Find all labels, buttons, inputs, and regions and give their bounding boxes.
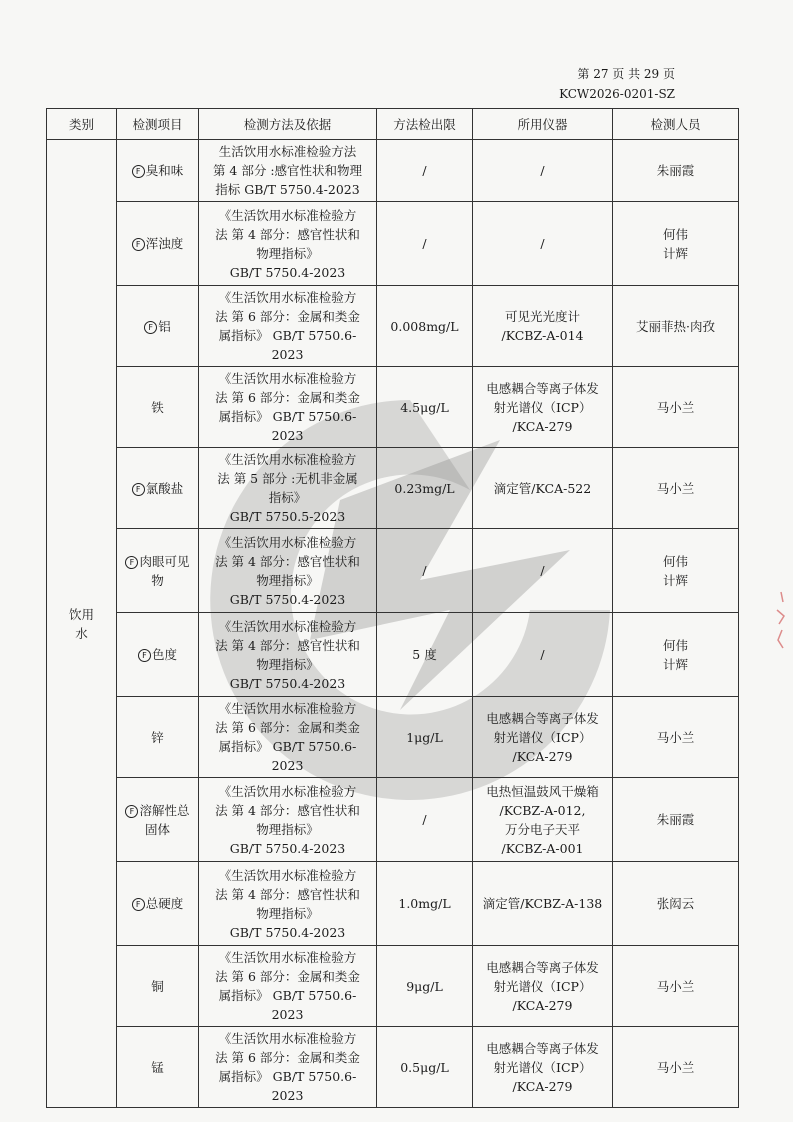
- item-name: 铜: [151, 978, 164, 994]
- method-cell: 《生活饮用水标准检验方 法 第 6 部分：金属和类金 属指标》 GB/T 5750.6-2023: [199, 367, 377, 448]
- item-name: 肉眼可见 物: [139, 553, 190, 588]
- item-name: 铁: [151, 399, 164, 415]
- method-cell: 《生活饮用水标准检验方 法 第 6 部分：金属和类金 属指标》 GB/T 5750.6-2023: [199, 1027, 377, 1108]
- table-row: [47, 1027, 739, 1108]
- inspection-table: [46, 108, 739, 1108]
- instrument-cell: 滴定管/KCA-522: [473, 448, 613, 529]
- method-cell: 《生活饮用水标准检验方 法 第 4 部分：感官性状和 物理指标》 GB/T 5750.4-2023: [199, 778, 377, 862]
- limit-cell: /: [377, 529, 473, 613]
- item-cell: [117, 448, 199, 529]
- limit-cell: 9μg/L: [377, 946, 473, 1027]
- method-cell: 生活饮用水标准检验方法 第 4 部分 :感官性状和物理 指标 GB/T 5750.4-2023: [199, 140, 377, 202]
- table-row: [47, 529, 739, 613]
- limit-cell: 0.008mg/L: [377, 286, 473, 367]
- instrument-cell: 电感耦合等离子体发 射光谱仪（ICP） /KCA-279: [473, 946, 613, 1027]
- limit-cell: 5 度: [377, 613, 473, 697]
- method-cell: 《生活饮用水标准检验方 法 第 6 部分：金属和类金 属指标》 GB/T 5750.6-2023: [199, 286, 377, 367]
- item-name: 溶解性总 固体: [139, 802, 190, 837]
- method-cell: 《生活饮用水标准检验方 法 第 6 部分：金属和类金 属指标》 GB/T 5750.6-2023: [199, 697, 377, 778]
- item-cell: [117, 140, 199, 202]
- personnel-cell: 朱丽霞: [613, 140, 739, 202]
- table-row: [47, 862, 739, 946]
- instrument-cell: /: [473, 140, 613, 202]
- method-cell: 《生活饮用水标准检验方 法 第 4 部分：感官性状和 物理指标》 GB/T 5750.4-2023: [199, 862, 377, 946]
- personnel-cell: 马小兰: [613, 946, 739, 1027]
- f-mark-icon: F: [132, 483, 145, 496]
- personnel-cell: 马小兰: [613, 697, 739, 778]
- instrument-cell: 电感耦合等离子体发 射光谱仪（ICP） /KCA-279: [473, 697, 613, 778]
- f-mark-icon: F: [132, 898, 145, 911]
- limit-cell: 1.0mg/L: [377, 862, 473, 946]
- limit-cell: 0.5μg/L: [377, 1027, 473, 1108]
- edge-stamp-fragment: [773, 590, 787, 650]
- category-cell: 饮用 水: [47, 140, 117, 1108]
- item-name: 色度: [151, 647, 177, 662]
- limit-cell: /: [377, 202, 473, 286]
- personnel-cell: 马小兰: [613, 1027, 739, 1108]
- column-header-method: 检测方法及依据: [199, 109, 377, 140]
- table-row: [47, 140, 739, 202]
- item-name: 铝: [158, 318, 171, 334]
- table-row: [47, 697, 739, 778]
- f-mark-icon: F: [125, 805, 138, 818]
- item-name: 锌: [151, 729, 164, 745]
- f-mark-icon: F: [125, 556, 138, 569]
- f-mark-icon: F: [132, 238, 145, 251]
- item-cell: [117, 202, 199, 286]
- method-cell: 《生活饮用水标准检验方 法 第 4 部分：感官性状和 物理指标》 GB/T 5750.4-2023: [199, 202, 377, 286]
- table-row: [47, 613, 739, 697]
- instrument-cell: 电感耦合等离子体发 射光谱仪（ICP） /KCA-279: [473, 1027, 613, 1108]
- item-cell: [117, 697, 199, 778]
- f-mark-icon: F: [132, 165, 145, 178]
- item-cell: [117, 286, 199, 367]
- item-name: 臭和味: [145, 163, 184, 178]
- table-header-row: [47, 109, 739, 140]
- personnel-cell: 艾丽菲热·肉孜: [613, 286, 739, 367]
- item-cell: [117, 1027, 199, 1108]
- item-name: 锰: [151, 1059, 164, 1075]
- column-header-category: 类别: [47, 109, 117, 140]
- instrument-cell: /: [473, 202, 613, 286]
- item-cell: [117, 778, 199, 862]
- column-header-item: 检测项目: [117, 109, 199, 140]
- personnel-cell: 何伟 计辉: [613, 529, 739, 613]
- table-row: [47, 286, 739, 367]
- item-cell: [117, 862, 199, 946]
- page-header: [559, 64, 675, 104]
- method-cell: 《生活饮用水标准检验方 法 第 4 部分：感官性状和 物理指标》 GB/T 5750.4-2023: [199, 529, 377, 613]
- report-number: KCW2026-0201-SZ: [559, 87, 675, 101]
- method-cell: 《生活饮用水标准检验方 法 第 4 部分：感官性状和 物理指标》 GB/T 5750.4-2023: [199, 613, 377, 697]
- column-header-limit: 方法检出限: [377, 109, 473, 140]
- personnel-cell: 何伟 计辉: [613, 202, 739, 286]
- item-cell: [117, 367, 199, 448]
- table-row: [47, 367, 739, 448]
- f-mark-icon: F: [138, 649, 151, 662]
- limit-cell: 1μg/L: [377, 697, 473, 778]
- limit-cell: /: [377, 778, 473, 862]
- table-row: [47, 778, 739, 862]
- column-header-instrument: 所用仪器: [473, 109, 613, 140]
- item-name: 总硬度: [145, 896, 184, 911]
- instrument-cell: 电热恒温鼓风干燥箱 /KCBZ-A-012, 万分电子天平 /KCBZ-A-001: [473, 778, 613, 862]
- personnel-cell: 马小兰: [613, 448, 739, 529]
- item-name: 浑浊度: [145, 236, 184, 251]
- personnel-cell: 何伟 计辉: [613, 613, 739, 697]
- f-mark-icon: F: [144, 321, 157, 334]
- instrument-cell: /: [473, 529, 613, 613]
- personnel-cell: 张闳云: [613, 862, 739, 946]
- table-row: [47, 448, 739, 529]
- table-row: [47, 946, 739, 1027]
- method-cell: 《生活饮用水标准检验方 法 第 5 部分 :无机非金属 指标》 GB/T 5750.5-2023: [199, 448, 377, 529]
- personnel-cell: 朱丽霞: [613, 778, 739, 862]
- instrument-cell: /: [473, 613, 613, 697]
- item-cell: [117, 946, 199, 1027]
- limit-cell: 4.5μg/L: [377, 367, 473, 448]
- instrument-cell: 电感耦合等离子体发 射光谱仪（ICP） /KCA-279: [473, 367, 613, 448]
- personnel-cell: 马小兰: [613, 367, 739, 448]
- limit-cell: /: [377, 140, 473, 202]
- item-cell: [117, 613, 199, 697]
- method-cell: 《生活饮用水标准检验方 法 第 6 部分：金属和类金 属指标》 GB/T 5750.6-2023: [199, 946, 377, 1027]
- page-info: 第 27 页 共 29 页: [577, 67, 675, 81]
- limit-cell: 0.23mg/L: [377, 448, 473, 529]
- column-header-personnel: 检测人员: [613, 109, 739, 140]
- item-name: 氯酸盐: [145, 480, 184, 496]
- item-cell: [117, 529, 199, 613]
- instrument-cell: 滴定管/KCBZ-A-138: [473, 862, 613, 946]
- table-row: [47, 202, 739, 286]
- instrument-cell: 可见光光度计 /KCBZ-A-014: [473, 286, 613, 367]
